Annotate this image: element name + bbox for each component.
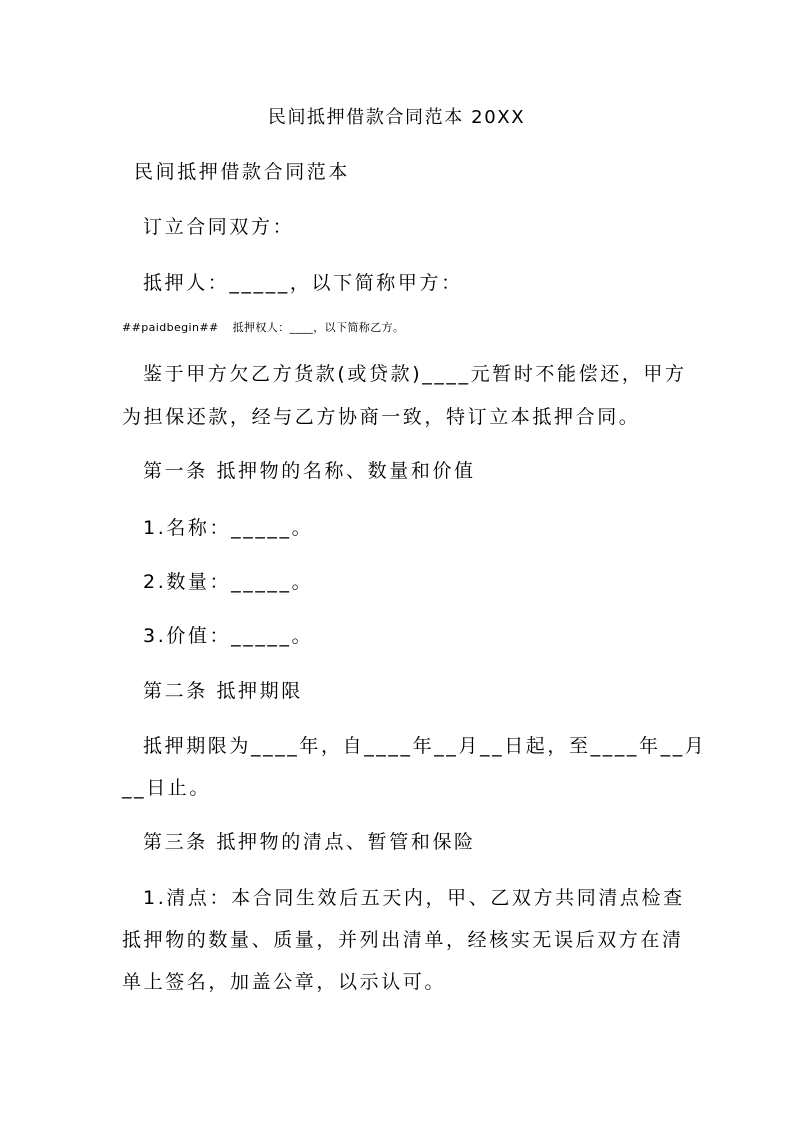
- article-1-item-2: 2.数量：_____。: [143, 571, 314, 593]
- mortgagee-line: 抵押权人：____，以下简称乙方。: [232, 321, 405, 334]
- article-3-heading: 第三条 抵押物的清点、暂管和保险: [143, 831, 476, 853]
- article-2-line-2: __日止。: [122, 777, 212, 799]
- document-subtitle: 民间抵押借款合同范本: [134, 161, 351, 183]
- paid-marker: ##paidbegin##: [122, 321, 219, 334]
- article-3-item-1-line-1: 1.清点：本合同生效后五天内，甲、乙双方共同清点检查: [143, 887, 685, 909]
- article-3-item-1-line-2: 抵押物的数量、质量，并列出清单，经核实无误后双方在清: [122, 929, 684, 951]
- mortgagor-line: 抵押人：_____，以下简称甲方：: [143, 272, 463, 294]
- parties-heading: 订立合同双方：: [143, 216, 295, 238]
- article-1-item-1: 1.名称：_____。: [143, 517, 314, 539]
- document-title: 民间抵押借款合同范本 20XX: [267, 107, 526, 128]
- article-1-item-3: 3.价值：_____。: [143, 625, 314, 647]
- preamble-line-2: 为担保还款，经与乙方协商一致，特订立本抵押合同。: [122, 406, 641, 428]
- article-2-line-1: 抵押期限为____年，自____年__月__日起，至____年__月: [143, 735, 707, 757]
- article-3-item-1-line-3: 单上签名，加盖公章，以示认可。: [122, 971, 447, 993]
- article-1-heading: 第一条 抵押物的名称、数量和价值: [143, 460, 476, 482]
- article-2-heading: 第二条 抵押期限: [143, 680, 303, 702]
- preamble-line-1: 鉴于甲方欠乙方货款(或贷款)____元暂时不能偿还，甲方: [143, 363, 687, 385]
- mortgagee-row: [122, 321, 404, 335]
